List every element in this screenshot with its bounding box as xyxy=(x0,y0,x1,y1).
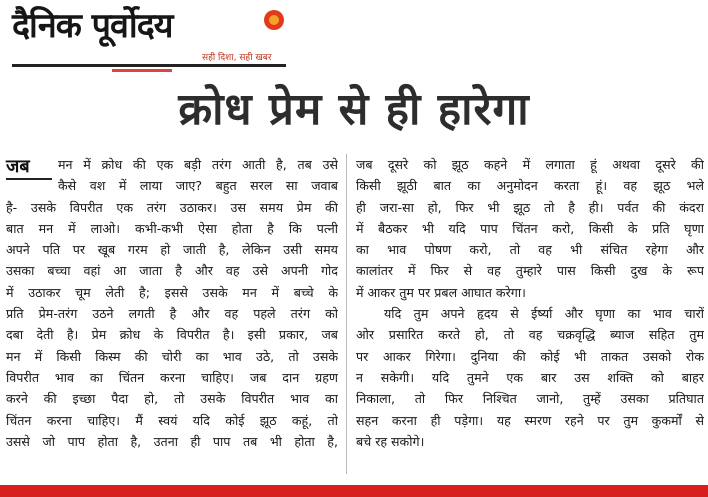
article-column-right xyxy=(356,154,704,452)
article-line: मन में क्रोध की एक बड़ी तरंग आती है, तब उसे xyxy=(58,157,338,172)
article-line: कैसे वश में लाया जाए? बहुत सरल सा जवाब xyxy=(58,178,338,194)
dropcap: जब xyxy=(6,156,30,177)
article-line: उससे जो पाप होता है, उतना ही पाप तब भी होता है, xyxy=(6,433,338,449)
article-line: बात मन में लाओ। कभी-कभी ऐसा होता है कि पत्नी xyxy=(6,220,338,236)
article-column-left xyxy=(6,154,338,452)
article-line: पर आकर गिरेगा। दुनिया की कोई भी ताकत उसको रोक xyxy=(356,348,704,364)
masthead-rule xyxy=(12,64,286,67)
article-line: है- उसके विपरीत एक तरंग उठाकर। उस समय प्रेम की xyxy=(6,199,338,215)
article-line: विपरीत भाव का चिंतन करना चाहिए। जब दान ग्रहण xyxy=(6,369,338,385)
article-headline: क्रोध प्रेम से ही हारेगा xyxy=(178,84,530,135)
column-divider xyxy=(346,154,347,474)
article-line: प्रति प्रेम-तरंग उठने लगती है और वह पहले तरंग को xyxy=(6,306,338,322)
article-line: ही जरा-सा हो, फिर भी झूठ तो है ही। पर्वत की कंदरा xyxy=(356,199,704,215)
article-line: सहन करना ही पड़ेगा। यह स्मरण रहने पर तुम कुकर्मों से xyxy=(356,412,704,428)
article-line: अपने पति पर खूब गरम हो जाती है, लेकिन उसी समय xyxy=(6,242,338,258)
article-line: जब दूसरे को झूठ कहने में लगाता हूं अथवा दूसरे की xyxy=(356,157,704,172)
sun-logo-icon xyxy=(264,10,284,30)
article-line: निकाला, तो फिर निश्चित जानो, तुम्हें उसका प्रतिघात xyxy=(356,391,704,407)
article-line: कालांतर में फिर से वह तुम्हारे पास किसी दुख के रूप xyxy=(356,263,704,279)
article-line: बचे रह सकोगे। xyxy=(356,433,425,449)
dropcap-underline xyxy=(6,178,52,180)
article-line: में आकर तुम पर प्रबल आघात करेगा। xyxy=(356,284,526,300)
article-line: दबा देती है। प्रेम क्रोध के विपरीत है। इसी प्रकार, जब xyxy=(6,327,338,343)
tagline: सही दिशा, सही खबर xyxy=(202,53,272,63)
masthead-accent-rule xyxy=(112,69,172,72)
article-line: का भाव पोषण करो, तो वह भी संचित रहेगा और xyxy=(356,242,704,258)
bottom-accent-bar xyxy=(0,485,708,497)
newspaper-logo: दैनिक पूर्वोदय xyxy=(12,6,173,46)
article-line: उसका बच्चा वहां आ जाता है और वह उसे अपनी गोद xyxy=(6,263,338,279)
masthead xyxy=(12,6,280,72)
article-line: चिंतन करना चाहिए। मैं स्वयं यदि कोई झूठ कहूं, तो xyxy=(6,412,338,428)
article-line: किसी झूठी बात का अनुमोदन करता हूं। वह झूठ भले xyxy=(356,178,704,194)
article-line: ओर प्रसारित करते हो, तो वह चक्रवृद्धि ब्याज सहित तुम xyxy=(356,327,704,343)
article-line: यदि तुम अपने हृदय से ईर्ष्या और घृणा का भाव चारों xyxy=(384,306,704,322)
article-line: न सकेगी। यदि तुमने एक बार उस शक्ति को बाहर xyxy=(356,369,704,385)
article-line: में बैठकर भी यदि पाप चिंतन करो, किसी के प्रति घृणा xyxy=(356,220,704,236)
article-line: में उठाकर चूम लेती है; इससे उसके मन में बच्चे के xyxy=(6,284,338,300)
article-line: मन में किसी किस्म की चोरी का भाव उठे, तो उसके xyxy=(6,348,338,364)
article-line: करने की इच्छा पैदा हो, तो उसके विपरीत भाव का xyxy=(6,391,338,407)
